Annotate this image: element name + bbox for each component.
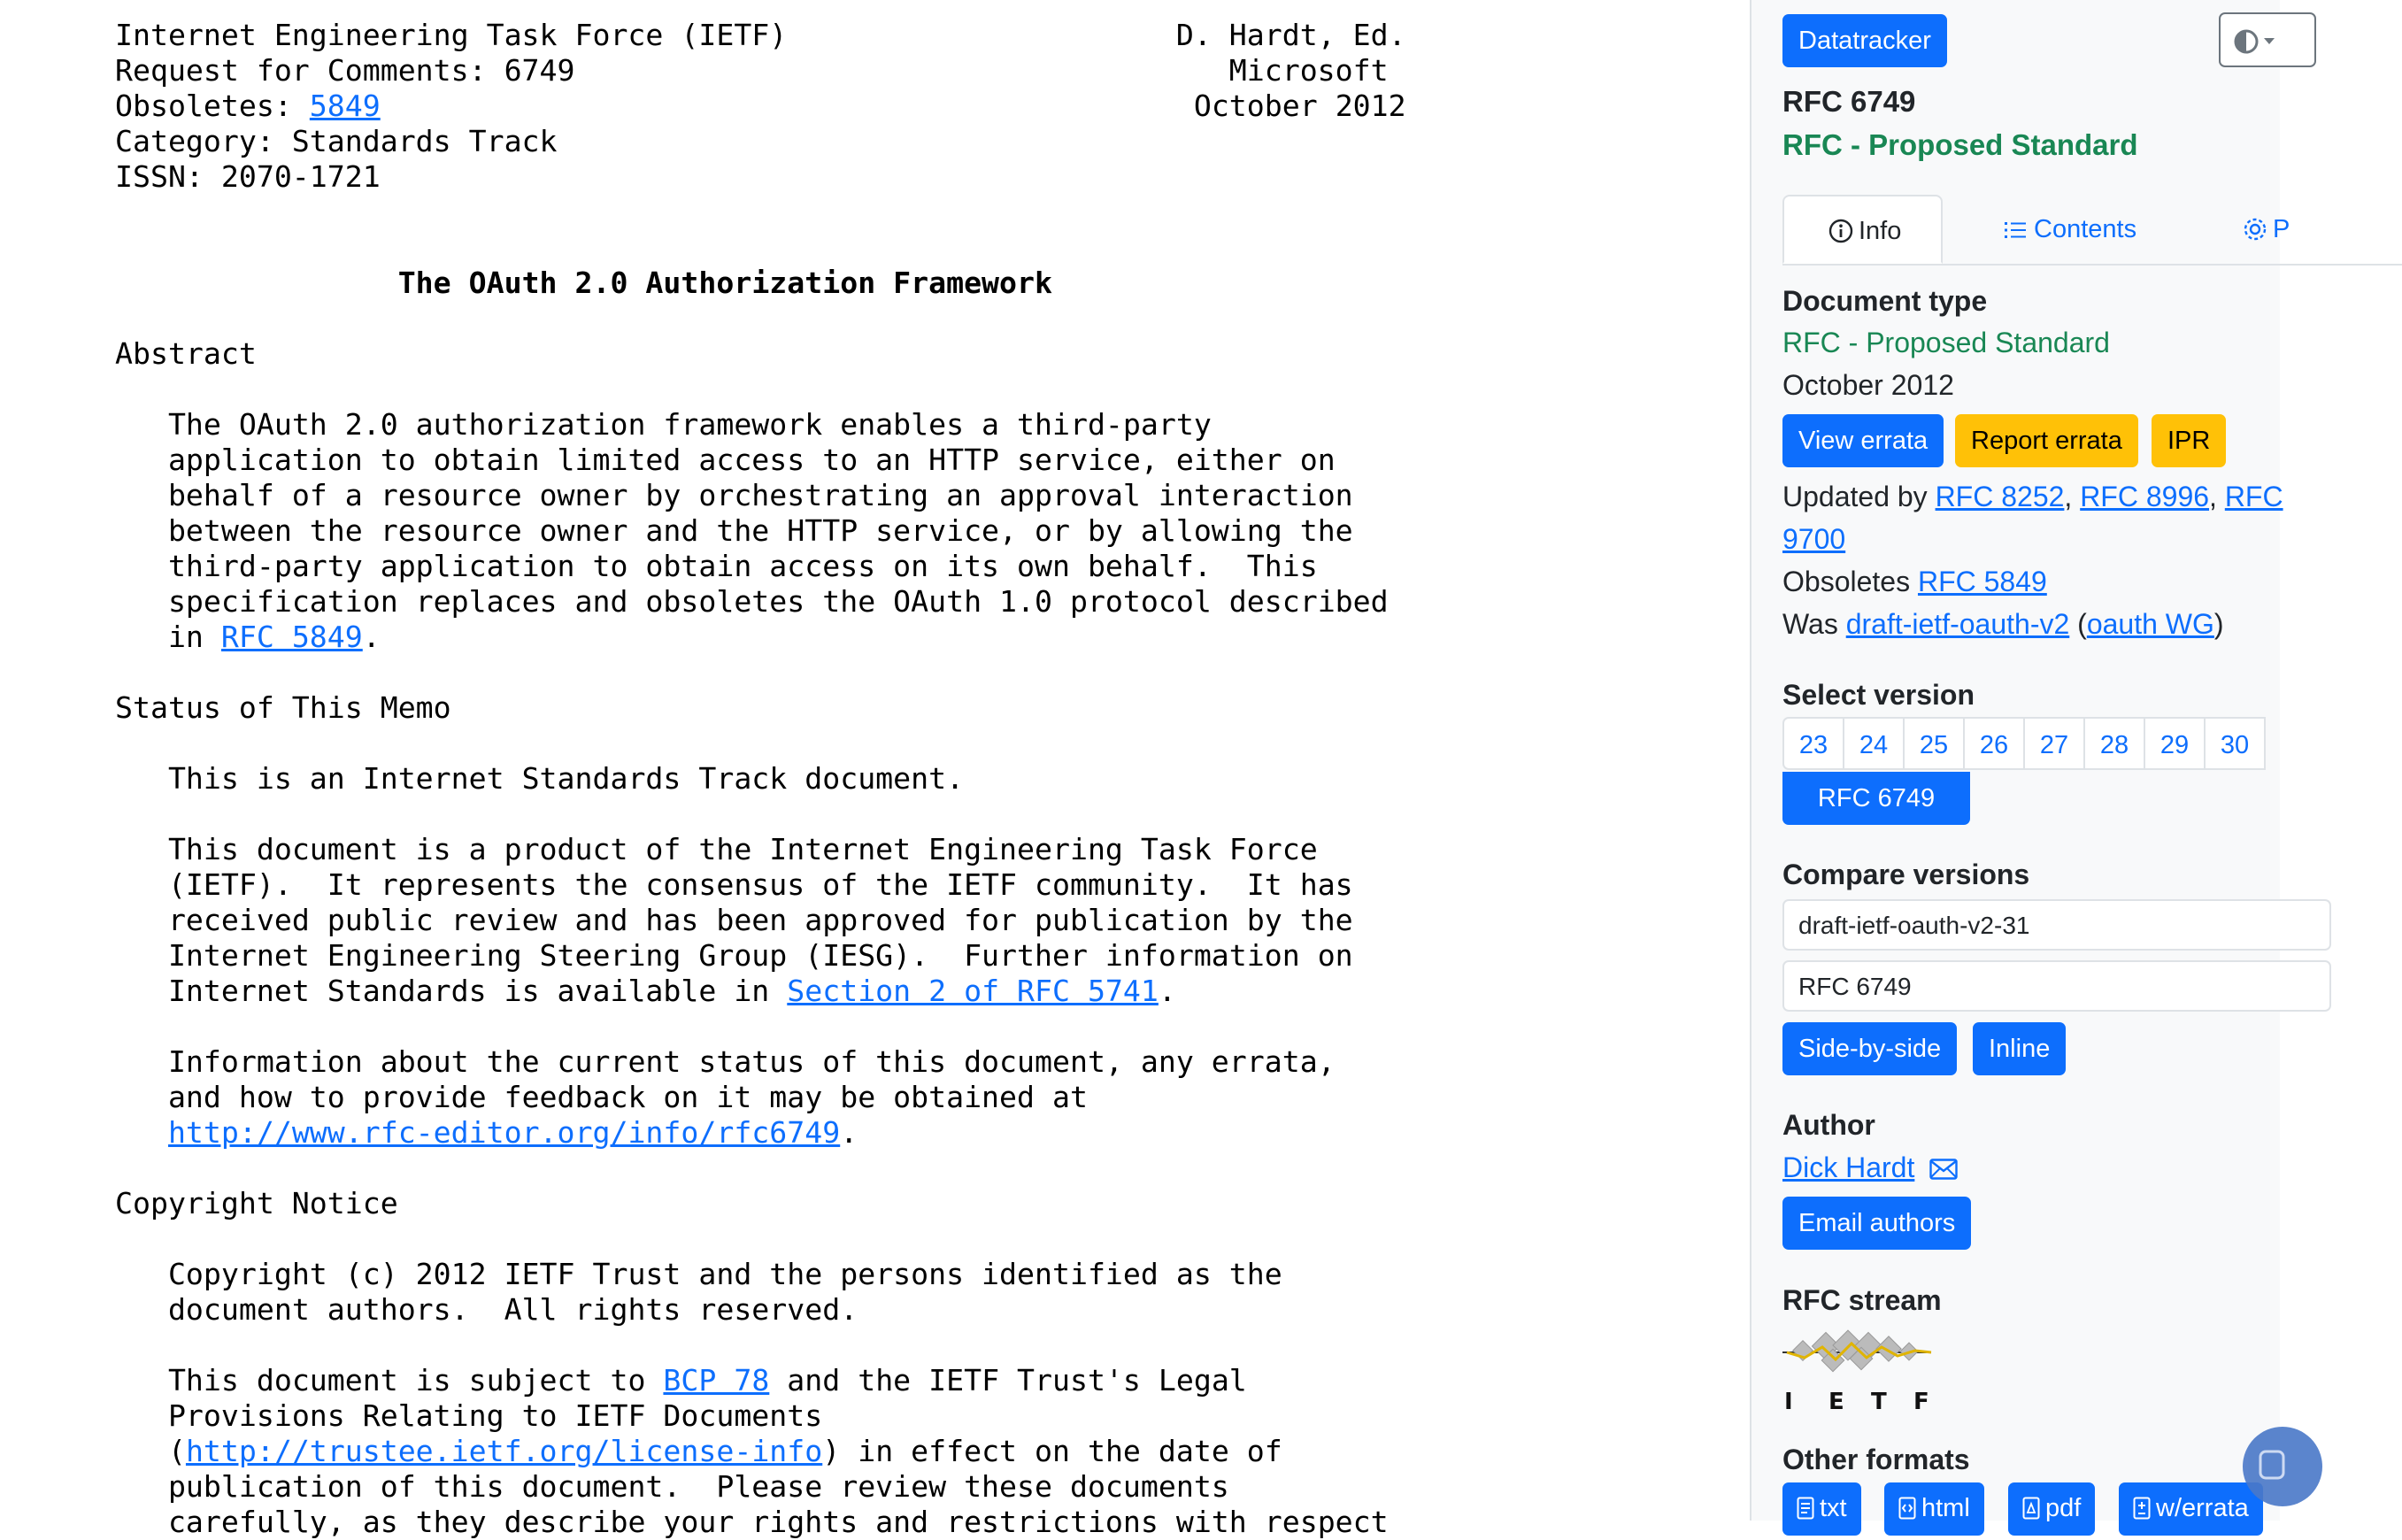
status-line: Information about the current status of this document, any errata, xyxy=(167,1044,1336,1079)
rfc-text: Internet Engineering Task Force (IETF) D. Hardt, Ed. Request for Comments: 6749 Microsoft Obsoletes: 5849 October 2012 Category: Standards Track ISSN: 2070-1721 The OAuth 2.0 Authorization Framework Abstract The OAuth 2.0 authorization framework enables a third-party application to obtain limited access to an HTTP service, either on behalf of a resource owner by orchestrating an approval interaction between the resource owner and the HTTP service, or by allowing the third-party application to obtain access on its own behalf. This specification replaces and obsoletes the OAuth 1.0 protocol described in RFC 5849. Status of This Memo This is an Internet Standards Track document. This document is a product of the Internet Engineering Task Force (IETF). It represents the consensus of the IETF community. It has received public review and has been approved for publication by the Internet Engineering Steering Group (IESG). Further information on Internet Standards is available in Section 2 of RFC 5741. Information about the current status of this document, any errata, and how to provide feedback on it may be obtained at http://www.rfc-editor.org/info/rfc6749. Copyright Notice Copyright (c) 2012 IETF Trust and the persons identified as the document authors. All rights reserved. This document is subject to BCP 78 and the IETF Trust's Legal Provisions Relating to IETF Documents (http://trustee.ietf.org/license-info) in effect on the date of publication of this document. Please review these documents carefully, as they describe your rights and restrictions with respect xyxy=(115,18,1406,1539)
version-23[interactable]: 23 xyxy=(1782,717,1844,770)
abstract-line: behalf of a resource owner by orchestrating an approval interaction xyxy=(167,478,1353,512)
inline-button[interactable]: Inline xyxy=(1973,1022,2066,1075)
format-txt-label: txt xyxy=(1820,1494,1847,1522)
sidebar-tabs xyxy=(1782,195,2402,266)
version-26[interactable]: 26 xyxy=(1963,717,2025,770)
abstract-line: in xyxy=(167,620,221,654)
status-line: Internet Standards is available in xyxy=(167,974,788,1008)
file-pdf-icon xyxy=(2022,1497,2040,1520)
oauth-wg-link[interactable]: oauth WG xyxy=(2086,608,2214,640)
floating-action-button[interactable] xyxy=(2243,1427,2322,1506)
version-24[interactable]: 24 xyxy=(1843,717,1905,770)
status-heading: Status of This Memo xyxy=(115,690,451,725)
abstract-line: The OAuth 2.0 authorization framework enables a third-party xyxy=(167,407,1212,442)
copyright-line: carefully, as they describe your rights and restrictions with respect xyxy=(167,1505,1389,1539)
svg-text:E: E xyxy=(1828,1389,1844,1415)
copyright-line: ) in effect on the date of xyxy=(822,1434,1282,1468)
was-label: Was xyxy=(1782,608,1846,640)
tab-info-label: Info xyxy=(1859,217,1902,245)
trustee-license-link[interactable]: http://trustee.ietf.org/license-info xyxy=(185,1434,823,1468)
gear-icon xyxy=(2243,217,2267,242)
caret-down-icon xyxy=(2263,37,2275,46)
info-icon xyxy=(1828,219,1853,243)
file-text-icon xyxy=(1797,1497,1814,1520)
document-title: The OAuth 2.0 Authorization Framework xyxy=(397,266,1052,300)
status-line: and how to provide feedback on it may be obtained at xyxy=(167,1080,1088,1114)
envelope-icon[interactable] xyxy=(1929,1159,1958,1180)
format-html-button[interactable] xyxy=(1884,1482,1984,1536)
svg-text:F: F xyxy=(1913,1389,1929,1415)
rfc-editor-info-link[interactable]: http://www.rfc-editor.org/info/rfc6749 xyxy=(167,1115,841,1150)
abstract-line: application to obtain limited access to an HTTP service, either on xyxy=(167,443,1336,477)
updated-by-rfc8996-link[interactable]: RFC 8996 xyxy=(2080,481,2210,512)
select-version-heading: Select version xyxy=(1782,679,1975,711)
abstract-line: third-party application to obtain access on its own behalf. This xyxy=(167,549,1318,583)
other-formats-heading: Other formats xyxy=(1782,1444,1970,1475)
header-obsoletes-link[interactable]: 5849 xyxy=(309,89,381,123)
format-pdf-button[interactable] xyxy=(2008,1482,2095,1536)
version-30[interactable]: 30 xyxy=(2204,717,2266,770)
status-line: received public review and has been approved for publication by the xyxy=(167,903,1353,937)
updated-by-wrap xyxy=(1782,523,1845,556)
rfc-stream-heading: RFC stream xyxy=(1782,1284,1942,1316)
file-diff-icon xyxy=(2133,1497,2151,1520)
abstract-line: specification replaces and obsoletes the OAuth 1.0 protocol described xyxy=(167,584,1389,619)
tab-contents[interactable] xyxy=(2004,195,2136,264)
abstract-rfc5849-link[interactable]: RFC 5849 xyxy=(220,620,363,654)
obsoletes-label: Obsoletes xyxy=(1782,566,1918,597)
format-html-label: html xyxy=(1921,1494,1970,1522)
copyright-line: This document is subject to xyxy=(167,1363,664,1398)
status-line: (IETF). It represents the consensus of the IETF community. It has xyxy=(167,867,1353,902)
datatracker-button[interactable]: Datatracker xyxy=(1782,14,1947,67)
version-27[interactable]: 27 xyxy=(2023,717,2085,770)
theme-toggle-button[interactable] xyxy=(2219,12,2316,67)
list-icon xyxy=(2004,219,2027,241)
format-pdf-label: pdf xyxy=(2045,1494,2082,1522)
tab-contents-label: Contents xyxy=(2034,215,2137,243)
abstract-heading: Abstract xyxy=(115,336,257,371)
obsoletes-rfc5849-link[interactable]: RFC 5849 xyxy=(1917,566,2047,597)
report-errata-button[interactable]: Report errata xyxy=(1955,414,2138,467)
half-circle-icon xyxy=(2233,28,2260,55)
tab-preferences[interactable] xyxy=(2243,195,2290,264)
author-name-link[interactable]: Dick Hardt xyxy=(1782,1151,1915,1183)
version-list xyxy=(1782,717,2266,770)
status-line: This document is a product of the Internet Engineering Task Force xyxy=(167,832,1318,866)
email-authors-button[interactable]: Email authors xyxy=(1782,1197,1971,1250)
updated-by-rfc9700-link-wrap[interactable]: 9700 xyxy=(1782,523,1846,555)
author xyxy=(1782,1151,1958,1184)
status-line: Internet Engineering Steering Group (IESG). Further information on xyxy=(167,938,1353,973)
was-draft: Was draft-ietf-oauth-v2 (oauth WG) xyxy=(1782,608,2224,640)
version-29[interactable]: 29 xyxy=(2144,717,2206,770)
format-errata-button[interactable] xyxy=(2119,1482,2263,1536)
header-category: Category: Standards Track xyxy=(115,124,558,158)
version-25[interactable]: 25 xyxy=(1903,717,1965,770)
document-sidebar xyxy=(1750,0,2290,1522)
side-by-side-button[interactable]: Side-by-side xyxy=(1782,1022,1957,1075)
copyright-line: document authors. All rights reserved. xyxy=(167,1292,858,1327)
obsoletes xyxy=(1782,566,2047,598)
draft-link[interactable]: draft-ietf-oauth-v2 xyxy=(1845,608,2070,640)
updated-by-rfc8252-link[interactable]: RFC 8252 xyxy=(1935,481,2065,512)
document-date: October 2012 xyxy=(1782,369,1954,401)
tab-info[interactable] xyxy=(1782,195,1943,264)
ipr-button[interactable]: IPR xyxy=(2152,414,2226,467)
format-txt-button[interactable] xyxy=(1782,1482,1861,1536)
header-obsoletes-label: Obsoletes: xyxy=(115,89,310,123)
header-date: October 2012 xyxy=(1193,89,1406,123)
format-errata-label: w/errata xyxy=(2156,1494,2249,1522)
author-heading: Author xyxy=(1782,1109,1875,1141)
abstract-line: between the resource owner and the HTTP service, or by allowing the xyxy=(167,513,1353,548)
document-type-heading: Document type xyxy=(1782,285,1988,317)
file-code-icon xyxy=(1898,1497,1916,1520)
view-errata-button[interactable]: View errata xyxy=(1782,414,1944,467)
compare-versions-heading: Compare versions xyxy=(1782,859,2030,890)
header-org: Internet Engineering Task Force (IETF) xyxy=(115,18,788,52)
version-rfc6749-current[interactable]: RFC 6749 xyxy=(1782,772,1970,825)
ietf-logo xyxy=(1782,1328,1937,1416)
compare-to-select[interactable]: RFC 6749 xyxy=(1782,960,2331,1012)
header-issn: ISSN: 2070-1721 xyxy=(115,159,381,194)
header-rfc-number: Request for Comments: 6749 xyxy=(115,53,575,88)
copyright-line: publication of this document. Please review these documents xyxy=(167,1469,1229,1504)
header-affiliation: Microsoft xyxy=(1228,53,1389,88)
copyright-line: Copyright (c) 2012 IETF Trust and the persons identified as the xyxy=(167,1257,1282,1291)
compare-from-select[interactable]: draft-ietf-oauth-v2-31 xyxy=(1782,899,2331,951)
copyright-heading: Copyright Notice xyxy=(115,1186,398,1220)
rfc-number: RFC 6749 xyxy=(1782,85,1916,118)
chat-icon xyxy=(2259,1450,2285,1483)
document-type-value: RFC - Proposed Standard xyxy=(1782,327,2110,358)
status-paragraph: This is an Internet Standards Track document. xyxy=(167,761,965,796)
header-editor: D. Hardt, Ed. xyxy=(1175,18,1406,52)
bcp78-link[interactable]: BCP 78 xyxy=(663,1363,770,1398)
svg-text:I: I xyxy=(1784,1389,1793,1415)
updated-by: Updated by RFC 8252, RFC 8996, RFC xyxy=(1782,481,2283,512)
copyright-line: and the IETF Trust's Legal xyxy=(769,1363,1247,1398)
updated-by-label: Updated by xyxy=(1782,481,1936,512)
svg-text:T: T xyxy=(1871,1389,1887,1415)
version-28[interactable]: 28 xyxy=(2083,717,2145,770)
tab-preferences-label: P xyxy=(2273,215,2290,243)
updated-by-rfc9700-link[interactable]: RFC xyxy=(2224,481,2283,512)
rfc-status: RFC - Proposed Standard xyxy=(1782,128,2138,161)
ietf-logo-letters xyxy=(1784,1389,1929,1415)
copyright-line: Provisions Relating to IETF Documents xyxy=(167,1398,823,1433)
rfc5741-section-link[interactable]: Section 2 of RFC 5741 xyxy=(787,974,1159,1008)
